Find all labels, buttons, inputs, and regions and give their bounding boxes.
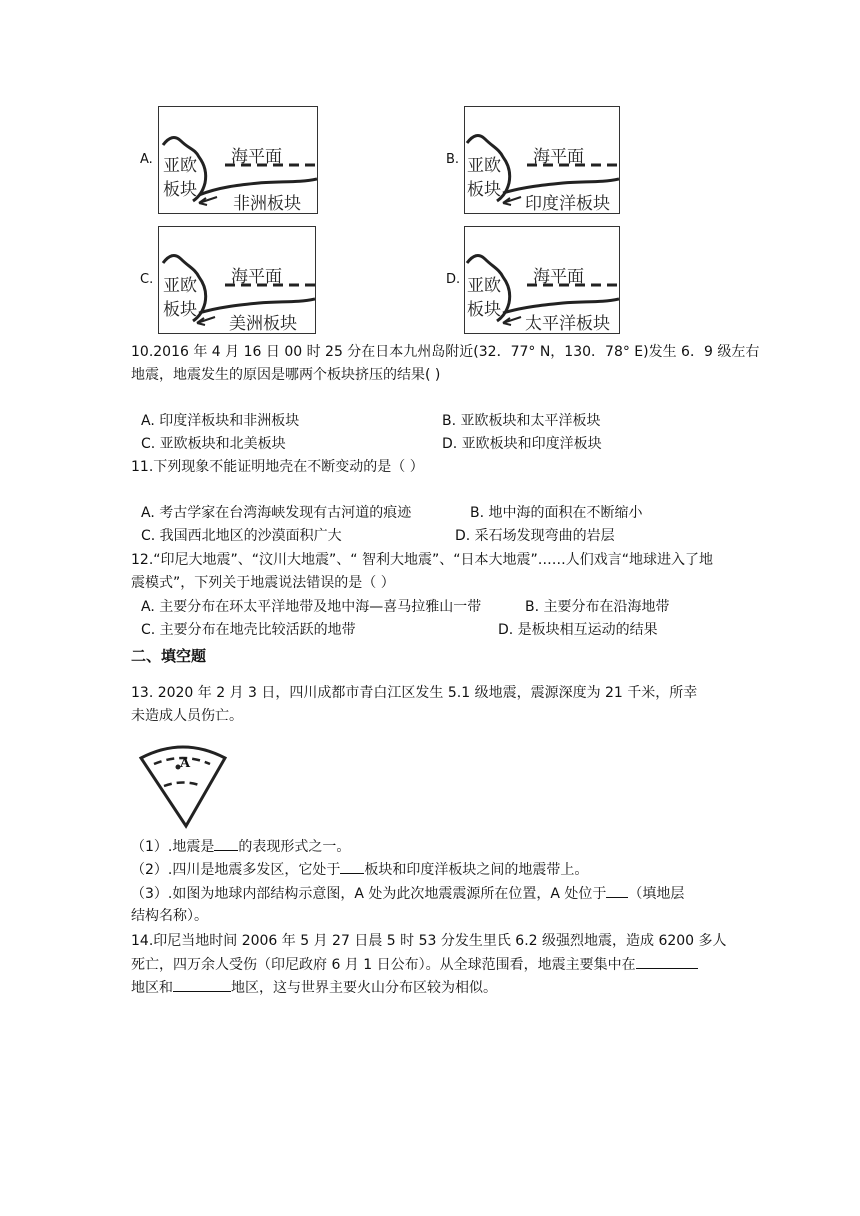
q14-blank-1[interactable] (636, 954, 698, 969)
q13-sub2-text-pre: （2）.四川是地震多发区，它处于 (131, 862, 341, 878)
q13-sub2-blank[interactable] (340, 859, 364, 874)
q12-option-c[interactable]: C. 主要分布在地壳比较活跃的地带 (141, 622, 356, 638)
q14-blank-2[interactable] (173, 977, 231, 992)
option-c-letter: C. (140, 272, 154, 287)
q11-stem: 11.下列现象不能证明地壳在不断变动的是（ ） (131, 459, 424, 475)
q12-option-a[interactable]: A. 主要分布在环太平洋地带及地中海—喜马拉雅山一带 (141, 599, 482, 615)
q10-option-b[interactable]: B. 亚欧板块和太平洋板块 (442, 413, 601, 429)
sea-level-label: 海平面 (231, 147, 282, 167)
q13-sub1-blank[interactable] (214, 836, 238, 851)
q13-sub3-line1 (131, 883, 684, 904)
eurasian-plate-label-1: 亚欧 (467, 156, 501, 176)
eurasian-plate-label-1: 亚欧 (163, 156, 197, 176)
eurasian-plate-label-2: 板块 (467, 180, 501, 200)
q13-sub3-blank[interactable] (606, 883, 628, 898)
q14-line3-mid: 地区和 (131, 980, 173, 996)
plate-diagram-b (464, 106, 620, 214)
eurasian-plate-label-1: 亚欧 (467, 276, 501, 296)
q14-stem-line1: 14.印尼当地时间 2006 年 5 月 27 日晨 5 时 53 分发生里氏 6.2 级强烈地震，造成 6200 多人 (131, 933, 727, 949)
q14-stem-line3 (131, 977, 497, 998)
earth-sector-drawing (138, 740, 228, 830)
option-a-letter: A. (140, 152, 153, 167)
eurasian-plate-label-1: 亚欧 (163, 276, 197, 296)
plate-diagram-a (158, 106, 318, 214)
q10-stem-line1: 10.2016 年 4 月 16 日 00 时 25 分在日本九州岛附近(32．77° N，130．78° E)发生 6．9 级左右 (131, 344, 760, 360)
q13-sub1-text-post: 的表现形式之一。 (238, 839, 351, 855)
african-plate-label: 非洲板块 (233, 194, 301, 214)
plate-diagram-c (158, 226, 316, 334)
sea-level-label: 海平面 (533, 267, 584, 287)
focus-point-label: A (180, 756, 191, 771)
q10-option-a[interactable]: A. 印度洋板块和非洲板块 (141, 413, 300, 429)
q13-sub3-line2: 结构名称）。 (131, 908, 208, 924)
eurasian-plate-label-2: 板块 (163, 180, 197, 200)
q12-option-d[interactable]: D. 是板块相互运动的结果 (498, 622, 658, 638)
plate-diagram-d (464, 226, 620, 334)
sea-level-label: 海平面 (533, 147, 584, 167)
pacific-plate-label: 太平洋板块 (525, 314, 610, 334)
option-b-letter: B. (446, 152, 460, 167)
q12-option-b[interactable]: B. 主要分布在沿海地带 (525, 599, 670, 615)
q13-sub2-text-post: 板块和印度洋板块之间的地震带上。 (364, 862, 589, 878)
q14-stem-line2 (131, 954, 698, 975)
q11-option-d[interactable]: D. 采石场发现弯曲的岩层 (455, 528, 615, 544)
eurasian-plate-label-2: 板块 (467, 300, 501, 320)
q13-sub1-text-pre: （1）.地震是 (131, 839, 215, 855)
q10-stem-line2: 地震，地震发生的原因是哪两个板块挤压的结果( ) (131, 367, 441, 383)
q10-option-c[interactable]: C. 亚欧板块和北美板块 (141, 436, 286, 452)
q14-line3-end: 地区，这与世界主要火山分布区较为相似。 (231, 980, 497, 996)
eurasian-plate-label-2: 板块 (163, 300, 197, 320)
earth-structure-figure (138, 740, 228, 830)
q11-option-b[interactable]: B. 地中海的面积在不断缩小 (470, 505, 643, 521)
sea-level-label: 海平面 (231, 267, 282, 287)
indian-ocean-plate-label: 印度洋板块 (525, 194, 610, 214)
q13-sub3-text-post: （填地层 (628, 886, 685, 902)
q12-stem-line2: 震模式”，下列关于地震说法错误的是（ ） (131, 575, 395, 591)
q11-option-a[interactable]: A. 考古学家在台湾海峡发现有古河道的痕迹 (141, 505, 412, 521)
q14-line2-text: 死亡，四万余人受伤（印尼政府 6 月 1 日公布）。从全球范围看，地震主要集中在 (131, 957, 636, 973)
q13-sub1 (131, 836, 350, 857)
american-plate-label: 美洲板块 (229, 314, 297, 334)
q13-stem-line1: 13. 2020 年 2 月 3 日，四川成都市青白江区发生 5.1 级地震，震源深度为 21 千米，所幸 (131, 685, 698, 701)
q12-stem-line1: 12.“印尼大地震”、“汶川大地震”、“ 智利大地震”、“日本大地震”……人们戏言“地球进入了地 (131, 552, 713, 568)
q11-option-c[interactable]: C. 我国西北地区的沙漠面积广大 (141, 528, 342, 544)
section-heading: 二、填空题 (131, 647, 207, 665)
q10-option-d[interactable]: D. 亚欧板块和印度洋板块 (442, 436, 602, 452)
q13-sub3-text-pre: （3）.如图为地球内部结构示意图，A 处为此次地震震源所在位置，A 处位于 (131, 886, 607, 902)
option-d-letter: D. (446, 272, 461, 287)
q13-stem-line2: 未造成人员伤亡。 (131, 708, 243, 724)
q13-sub2 (131, 859, 588, 880)
